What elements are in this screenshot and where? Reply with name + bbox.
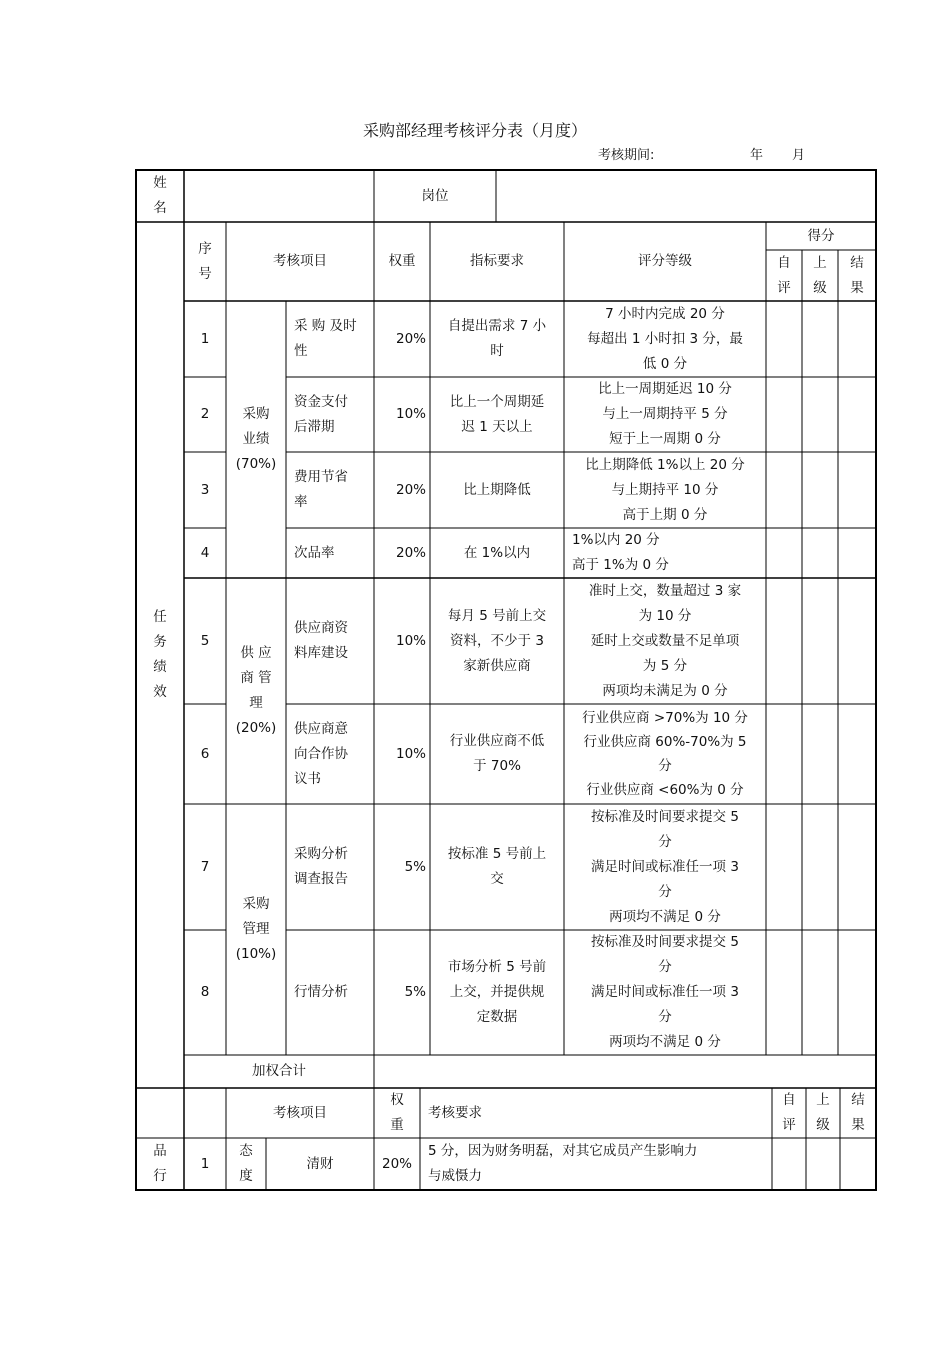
row-indicator: 每月 5 号前上交 资料，不少于 3 家新供应商	[447, 607, 547, 674]
conduct-seq: 1	[200, 1155, 210, 1172]
position-field[interactable]	[496, 170, 876, 222]
row-seq: 8	[200, 984, 210, 1000]
row-item: 费用节省 率	[294, 469, 348, 510]
conduct-requirement-header: 考核要求	[428, 1104, 482, 1121]
superior-score-header: 上 级	[813, 254, 827, 296]
row-grade: 1%以内 20 分 高于 1%为 0 分	[572, 532, 669, 573]
row-indicator: 在 1%以内	[463, 544, 531, 561]
row-weight: 5%	[404, 858, 426, 875]
row-item: 供应商意 向合作协 议书	[294, 720, 348, 787]
self-score-header: 自 评	[777, 254, 791, 296]
row-indicator: 行业供应商不低 于 70%	[449, 733, 545, 774]
indicator-header: 指标要求	[470, 253, 524, 269]
seq-header: 序 号	[198, 240, 212, 282]
weighted-total-field[interactable]	[374, 1055, 876, 1088]
row-weight: 20%	[395, 544, 426, 561]
period-month: 月	[792, 148, 806, 163]
row-grade: 准时上交，数量超过 3 家 为 10 分 延时上交或数量不足单项 为 5 分 两项均未满足为 0 分	[588, 582, 742, 699]
name-label: 姓 名	[153, 175, 167, 216]
row-item: 次品率	[294, 544, 335, 561]
row-item: 采购分析 调查报告	[294, 846, 348, 887]
row-indicator: 比上一个周期延 迟 1 天以上	[449, 393, 545, 435]
row-weight: 20%	[395, 330, 426, 347]
row-weight: 20%	[395, 481, 426, 498]
row-weight: 5%	[404, 984, 426, 1000]
row-seq: 1	[200, 330, 210, 347]
conduct-category: 态 度	[239, 1143, 253, 1184]
conduct-section-label: 品 行	[153, 1143, 167, 1184]
weighted-total-label: 加权合计	[252, 1063, 306, 1079]
conduct-weight: 20%	[381, 1155, 412, 1172]
row-item: 供应商资 料库建设	[294, 620, 348, 661]
name-field[interactable]	[184, 170, 374, 222]
row-seq: 6	[200, 745, 210, 762]
conduct-requirement: 5 分，因为财务明磊，对其它成员产生影响力 与威慑力	[428, 1143, 698, 1184]
row-item: 采 购 及时 性	[294, 318, 357, 359]
row-indicator: 市场分析 5 号前 上交，并提供规 定数据	[447, 959, 547, 1025]
score-header: 得分	[807, 227, 835, 244]
row-grade: 比上期降低 1%以上 20 分 与上期持平 10 分 高于上期 0 分	[585, 456, 745, 523]
row-seq: 3	[200, 481, 210, 498]
conduct-result-header: 结 果	[851, 1092, 865, 1133]
item-header: 考核项目	[273, 253, 327, 269]
group-purchasing-management: 采购 管理 (10%)	[235, 896, 277, 962]
page-title: 采购部经理考核评分表（月度）	[362, 121, 587, 140]
row-item: 资金支付 后滞期	[294, 393, 348, 435]
row-grade: 行业供应商 >70%为 10 分 行业供应商 60%-70%为 5 分 行业供应商 <60%为 0 分	[582, 710, 748, 798]
row-weight: 10%	[395, 745, 426, 762]
group-supplier-management: 供 应 商 管 理 (20%)	[235, 645, 277, 736]
row-indicator: 比上期降低	[463, 481, 531, 498]
conduct-item-header: 考核项目	[273, 1104, 327, 1121]
row-grade: 比上一周期延迟 10 分 与上一周期持平 5 分 短于上一周期 0 分	[598, 381, 732, 447]
conduct-self-header: 自 评	[782, 1092, 796, 1133]
conduct-superior-header: 上 级	[816, 1092, 830, 1133]
result-score-header: 结 果	[850, 254, 864, 296]
row-indicator: 自提出需求 7 小 时	[447, 318, 547, 359]
row-weight: 10%	[395, 632, 426, 649]
task-performance-section: 任 务 绩 效	[153, 609, 167, 700]
row-seq: 2	[200, 406, 210, 422]
row-seq: 4	[200, 544, 210, 561]
row-seq: 5	[200, 632, 210, 649]
conduct-item: 清财	[306, 1155, 334, 1172]
position-label: 岗位	[421, 187, 449, 204]
row-item: 行情分析	[294, 984, 348, 1000]
grade-header: 评分等级	[638, 253, 692, 269]
row-grade: 按标准及时间要求提交 5 分 满足时间或标准任一项 3 分 两项均不满足 0 分	[591, 934, 739, 1050]
row-grade: 按标准及时间要求提交 5 分 满足时间或标准任一项 3 分 两项均不满足 0 分	[591, 808, 739, 925]
weight-header: 权重	[388, 253, 416, 269]
row-indicator: 按标准 5 号前上 交	[447, 846, 547, 887]
group-purchasing-performance: 采购 业绩 (70%)	[235, 406, 277, 472]
conduct-weight-header: 权 重	[390, 1092, 404, 1133]
row-weight: 10%	[395, 406, 426, 422]
period-year: 年	[750, 148, 764, 163]
row-seq: 7	[200, 858, 210, 875]
row-grade: 7 小时内完成 20 分 每超出 1 小时扣 3 分，最 低 0 分	[587, 305, 743, 372]
period-label: 考核期间:	[598, 148, 655, 163]
